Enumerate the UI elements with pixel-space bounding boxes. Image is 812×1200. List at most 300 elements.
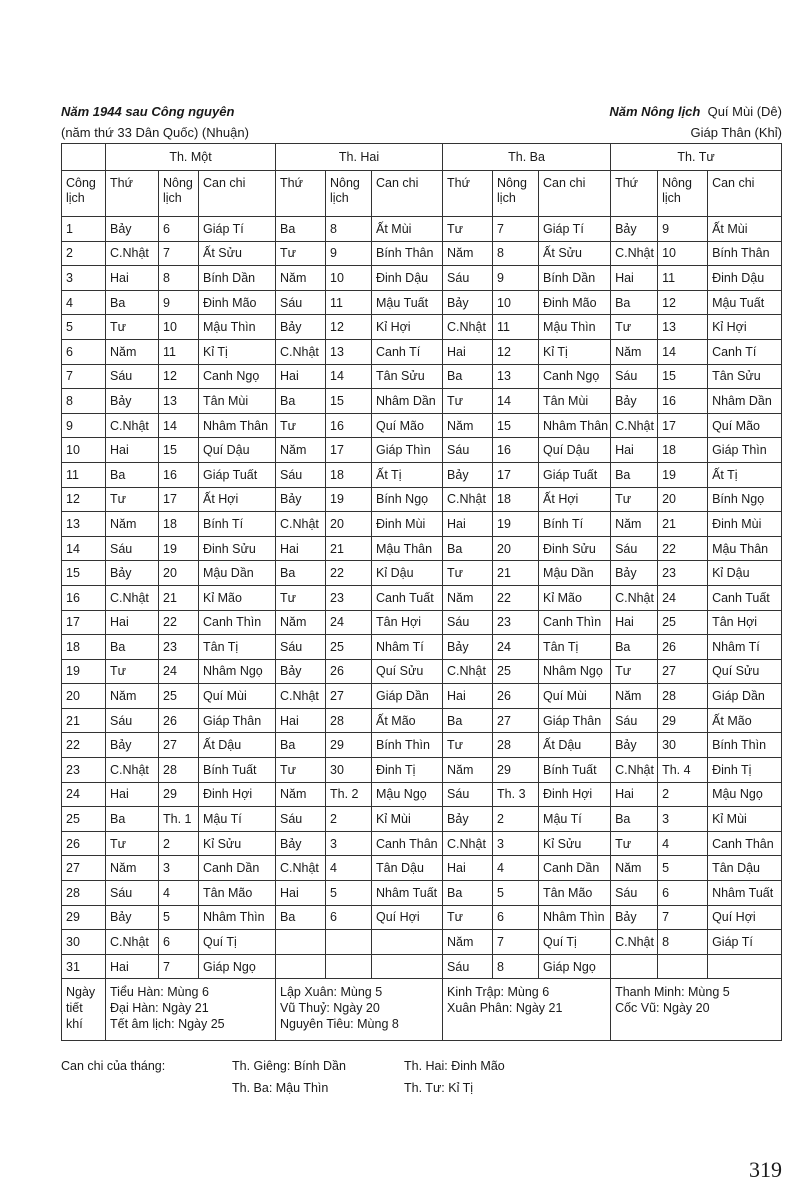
table-row <box>62 364 782 389</box>
canchi-cell: Quí Dậu <box>539 438 611 463</box>
lunar-day-cell: 20 <box>658 487 708 512</box>
canchi-cell: Canh Ngọ <box>539 364 611 389</box>
lunar-day-cell: 14 <box>159 413 199 438</box>
lunar-day-cell: 24 <box>159 659 199 684</box>
table-row <box>62 438 782 463</box>
table-row <box>62 758 782 783</box>
weekday-cell: C.Nhật <box>276 856 326 881</box>
weekday-cell: Năm <box>611 512 658 537</box>
weekday-cell: Năm <box>276 438 326 463</box>
month-canchi-item: Th. Giêng: Bính Dần <box>232 1059 346 1073</box>
canchi-cell: Canh Tuất <box>708 585 782 610</box>
canchi-cell: Giáp Tí <box>199 217 276 242</box>
month-header: Th. Tư <box>611 144 782 171</box>
canchi-cell: Canh Tí <box>708 339 782 364</box>
lunar-day-cell: 13 <box>159 389 199 414</box>
table-row <box>62 856 782 881</box>
lunar-day-cell: 22 <box>159 610 199 635</box>
lunar-day-cell: 21 <box>159 585 199 610</box>
canchi-cell: Nhâm Tí <box>372 635 443 660</box>
day-cell: 7 <box>62 364 106 389</box>
canchi-cell: Tân Dậu <box>708 856 782 881</box>
day-cell: 18 <box>62 635 106 660</box>
lunar-day-cell: 18 <box>159 512 199 537</box>
canchi-cell: Nhâm Ngọ <box>539 659 611 684</box>
weekday-cell: Sáu <box>443 782 493 807</box>
lunar-day-cell: 7 <box>493 930 539 955</box>
canchi-cell: Nhâm Thân <box>199 413 276 438</box>
weekday-cell: Sáu <box>106 708 159 733</box>
month-header: Th. Ba <box>443 144 611 171</box>
canchi-cell: Bính Thân <box>708 241 782 266</box>
lunar-day-cell: 27 <box>326 684 372 709</box>
lunar-day-cell: Th. 2 <box>326 782 372 807</box>
lunar-day-cell: 20 <box>493 536 539 561</box>
canchi-cell: Mậu Tí <box>199 807 276 832</box>
lunar-day-cell: 2 <box>159 831 199 856</box>
lunar-day-cell: 30 <box>326 758 372 783</box>
weekday-cell: Ba <box>276 217 326 242</box>
lunar-day-cell: 29 <box>159 782 199 807</box>
weekday-cell: Tư <box>106 831 159 856</box>
lunar-day-cell: 23 <box>326 585 372 610</box>
col-header-weekday: Thứ <box>611 171 658 217</box>
table-row <box>62 413 782 438</box>
day-cell: 23 <box>62 758 106 783</box>
day-cell: 15 <box>62 561 106 586</box>
weekday-cell: Tư <box>443 733 493 758</box>
canchi-cell: Tân Mùi <box>539 389 611 414</box>
lunar-day-cell: Th. 4 <box>658 758 708 783</box>
canchi-cell: Đinh Mão <box>199 290 276 315</box>
canchi-cell: Đinh Sửu <box>199 536 276 561</box>
lunar-day-cell: 10 <box>493 290 539 315</box>
weekday-cell: Bảy <box>611 905 658 930</box>
canchi-cell: Mậu Dần <box>199 561 276 586</box>
tiet-khi-entry: Thanh Minh: Mùng 5 <box>615 985 730 1000</box>
lunar-day-cell: 8 <box>326 217 372 242</box>
weekday-cell: Tư <box>106 487 159 512</box>
canchi-cell: Đinh Mão <box>539 290 611 315</box>
weekday-cell: Năm <box>106 856 159 881</box>
day-cell: 30 <box>62 930 106 955</box>
lunar-day-cell: 2 <box>658 782 708 807</box>
weekday-cell: Hai <box>443 339 493 364</box>
canchi-cell: Kỉ Mão <box>199 585 276 610</box>
day-cell: 3 <box>62 266 106 291</box>
canchi-cell <box>708 954 782 979</box>
weekday-cell: Tư <box>276 241 326 266</box>
lunar-day-cell: 9 <box>658 217 708 242</box>
lunar-day-cell: 18 <box>326 462 372 487</box>
lunar-day-cell: 6 <box>493 905 539 930</box>
canchi-cell: Giáp Tuất <box>199 462 276 487</box>
weekday-cell: Năm <box>106 512 159 537</box>
lunar-day-cell: 21 <box>493 561 539 586</box>
weekday-cell: Sáu <box>106 881 159 906</box>
canchi-cell: Nhâm Tuất <box>372 881 443 906</box>
lunar-year-label: Năm Nông lịch <box>609 104 701 119</box>
lunar-day-cell: 12 <box>493 339 539 364</box>
table-row <box>62 881 782 906</box>
gregorian-year-subtitle: (năm thứ 33 Dân Quốc) (Nhuận) <box>61 125 249 140</box>
lunar-day-cell: 13 <box>493 364 539 389</box>
weekday-cell: Năm <box>276 782 326 807</box>
lunar-day-cell: 10 <box>159 315 199 340</box>
lunar-day-cell: 12 <box>159 364 199 389</box>
month-header: Th. Một <box>106 144 276 171</box>
col-header-lunar: Nông lịch <box>493 171 539 217</box>
canchi-cell: Mậu Thìn <box>539 315 611 340</box>
canchi-cell <box>372 954 443 979</box>
canchi-cell: Kỉ Mùi <box>372 807 443 832</box>
canchi-cell: Quí Sửu <box>372 659 443 684</box>
lunar-day-cell: 11 <box>326 290 372 315</box>
weekday-cell: C.Nhật <box>611 930 658 955</box>
canchi-cell: Ất Tị <box>372 462 443 487</box>
weekday-cell: Ba <box>443 364 493 389</box>
weekday-cell: Năm <box>611 339 658 364</box>
weekday-cell: Tư <box>276 585 326 610</box>
weekday-cell: C.Nhật <box>276 512 326 537</box>
canchi-cell: Bính Dần <box>199 266 276 291</box>
weekday-cell: Sáu <box>443 610 493 635</box>
lunar-day-cell: 15 <box>326 389 372 414</box>
canchi-cell: Đinh Sửu <box>539 536 611 561</box>
weekday-cell: C.Nhật <box>443 315 493 340</box>
table-row <box>62 561 782 586</box>
table-row <box>62 659 782 684</box>
canchi-cell: Ất Mùi <box>708 217 782 242</box>
day-cell: 25 <box>62 807 106 832</box>
weekday-cell: Năm <box>443 930 493 955</box>
weekday-cell: Năm <box>106 684 159 709</box>
canchi-cell: Bính Ngọ <box>708 487 782 512</box>
weekday-cell: Hai <box>276 881 326 906</box>
weekday-cell <box>276 954 326 979</box>
weekday-cell: Năm <box>106 339 159 364</box>
canchi-cell: Quí Mão <box>708 413 782 438</box>
canchi-cell: Mậu Tuất <box>372 290 443 315</box>
canchi-cell: Ất Mùi <box>372 217 443 242</box>
lunar-day-cell: 3 <box>159 856 199 881</box>
lunar-day-cell: 13 <box>326 339 372 364</box>
weekday-cell: Ba <box>443 708 493 733</box>
month-canchi-label: Can chi của tháng: <box>61 1059 166 1073</box>
lunar-day-cell: 25 <box>326 635 372 660</box>
weekday-cell: C.Nhật <box>106 413 159 438</box>
canchi-cell: Đinh Dậu <box>708 266 782 291</box>
col-header-canchi: Can chi <box>199 171 276 217</box>
weekday-cell: Ba <box>611 807 658 832</box>
lunar-day-cell: 26 <box>326 659 372 684</box>
lunar-day-cell: 16 <box>326 413 372 438</box>
canchi-cell: Mậu Tuất <box>708 290 782 315</box>
canchi-cell: Bính Tí <box>539 512 611 537</box>
lunar-day-cell: 11 <box>493 315 539 340</box>
canchi-cell: Đinh Hợi <box>199 782 276 807</box>
lunar-day-cell: 11 <box>159 339 199 364</box>
lunar-day-cell: 20 <box>326 512 372 537</box>
canchi-cell: Mậu Thìn <box>199 315 276 340</box>
lunar-day-cell: 5 <box>658 856 708 881</box>
day-cell: 12 <box>62 487 106 512</box>
lunar-day-cell: 12 <box>658 290 708 315</box>
lunar-day-cell: 3 <box>658 807 708 832</box>
weekday-cell <box>276 930 326 955</box>
col-header-canchi: Can chi <box>708 171 782 217</box>
lunar-day-cell: 17 <box>493 462 539 487</box>
lunar-day-cell: 26 <box>658 635 708 660</box>
lunar-day-cell: 30 <box>658 733 708 758</box>
lunar-day-cell: 16 <box>658 389 708 414</box>
day-cell: 2 <box>62 241 106 266</box>
canchi-cell: Canh Dần <box>199 856 276 881</box>
canchi-cell: Đinh Hợi <box>539 782 611 807</box>
lunar-day-cell: 9 <box>159 290 199 315</box>
day-cell: 24 <box>62 782 106 807</box>
table-row <box>62 610 782 635</box>
table-row <box>62 905 782 930</box>
weekday-cell: Tư <box>611 659 658 684</box>
lunar-day-cell: 17 <box>326 438 372 463</box>
canchi-cell: Tân Hợi <box>708 610 782 635</box>
weekday-cell: Bảy <box>276 487 326 512</box>
canchi-cell: Ất Mão <box>708 708 782 733</box>
table-row <box>62 290 782 315</box>
table-row <box>62 831 782 856</box>
day-cell: 29 <box>62 905 106 930</box>
weekday-cell: Năm <box>276 266 326 291</box>
weekday-cell: Bảy <box>106 217 159 242</box>
lunar-day-cell: 2 <box>493 807 539 832</box>
canchi-cell: Canh Tuất <box>372 585 443 610</box>
col-header-weekday: Thứ <box>106 171 159 217</box>
tiet-khi-cell <box>106 979 276 1041</box>
weekday-cell: Năm <box>443 758 493 783</box>
col-header-lunar: Nông lịch <box>326 171 372 217</box>
weekday-cell: Tư <box>443 217 493 242</box>
weekday-cell: Ba <box>106 290 159 315</box>
lunar-day-cell: 26 <box>493 684 539 709</box>
col-header-weekday: Thứ <box>276 171 326 217</box>
lunar-day-cell: 26 <box>159 708 199 733</box>
lunar-day-cell: 4 <box>159 881 199 906</box>
canchi-cell: Tân Mão <box>199 881 276 906</box>
col-header-canchi: Can chi <box>372 171 443 217</box>
lunar-day-cell: 27 <box>493 708 539 733</box>
canchi-cell: Bính Tuất <box>199 758 276 783</box>
tiet-khi-cell <box>443 979 611 1041</box>
table-row <box>62 389 782 414</box>
canchi-cell: Quí Mão <box>372 413 443 438</box>
lunar-day-cell: 9 <box>326 241 372 266</box>
canchi-cell: Canh Thìn <box>539 610 611 635</box>
corner-cell <box>62 144 106 171</box>
lunar-day-cell: 19 <box>159 536 199 561</box>
weekday-cell: Sáu <box>611 364 658 389</box>
weekday-cell: Bảy <box>106 733 159 758</box>
weekday-cell: C.Nhật <box>106 585 159 610</box>
weekday-cell: Bảy <box>106 905 159 930</box>
lunar-day-cell: 8 <box>493 241 539 266</box>
table-row <box>62 266 782 291</box>
canchi-cell: Nhâm Thân <box>539 413 611 438</box>
canchi-cell: Ất Dậu <box>539 733 611 758</box>
weekday-cell: Sáu <box>443 266 493 291</box>
lunar-year-next: Giáp Thân (Khỉ) <box>690 125 782 140</box>
canchi-cell: Canh Thìn <box>199 610 276 635</box>
day-cell: 14 <box>62 536 106 561</box>
weekday-cell: Sáu <box>276 635 326 660</box>
weekday-cell: Ba <box>106 635 159 660</box>
weekday-cell: C.Nhật <box>611 758 658 783</box>
lunar-day-cell: 22 <box>493 585 539 610</box>
weekday-cell: C.Nhật <box>611 585 658 610</box>
lunar-day-cell: 18 <box>658 438 708 463</box>
tiet-khi-row <box>62 979 782 1041</box>
canchi-cell: Mậu Thân <box>372 536 443 561</box>
canchi-cell: Nhâm Tuất <box>708 881 782 906</box>
canchi-cell: Nhâm Thìn <box>539 905 611 930</box>
canchi-cell: Tân Mùi <box>199 389 276 414</box>
weekday-cell: Sáu <box>106 536 159 561</box>
lunar-day-cell: 24 <box>326 610 372 635</box>
weekday-cell: Năm <box>443 413 493 438</box>
lunar-day-cell: 24 <box>658 585 708 610</box>
canchi-cell: Nhâm Thìn <box>199 905 276 930</box>
lunar-day-cell: 17 <box>658 413 708 438</box>
weekday-cell: Sáu <box>611 536 658 561</box>
weekday-cell: Sáu <box>276 807 326 832</box>
lunar-day-cell: 10 <box>658 241 708 266</box>
lunar-day-cell: 6 <box>159 930 199 955</box>
canchi-cell: Giáp Tuất <box>539 462 611 487</box>
canchi-cell: Bính Ngọ <box>372 487 443 512</box>
weekday-cell: Hai <box>443 856 493 881</box>
weekday-cell: Ba <box>443 881 493 906</box>
day-cell: 11 <box>62 462 106 487</box>
canchi-cell: Nhâm Dần <box>708 389 782 414</box>
lunar-day-cell: 14 <box>326 364 372 389</box>
weekday-cell: Hai <box>443 684 493 709</box>
tiet-khi-cell <box>611 979 782 1041</box>
canchi-cell: Giáp Thìn <box>708 438 782 463</box>
lunar-day-cell: 27 <box>658 659 708 684</box>
calendar-table <box>61 143 782 1041</box>
day-cell: 28 <box>62 881 106 906</box>
canchi-cell: Ất Tị <box>708 462 782 487</box>
canchi-cell: Kỉ Dậu <box>372 561 443 586</box>
tiet-khi-entry: Cốc Vũ: Ngày 20 <box>615 1001 710 1016</box>
canchi-cell: Canh Thân <box>708 831 782 856</box>
canchi-cell: Tân Hợi <box>372 610 443 635</box>
canchi-cell: Tân Mão <box>539 881 611 906</box>
canchi-cell: Quí Mùi <box>539 684 611 709</box>
lunar-day-cell: 22 <box>326 561 372 586</box>
canchi-cell: Nhâm Dần <box>372 389 443 414</box>
weekday-cell: C.Nhật <box>443 831 493 856</box>
canchi-cell: Kỉ Sửu <box>539 831 611 856</box>
lunar-day-cell: 8 <box>658 930 708 955</box>
canchi-cell: Bính Tuất <box>539 758 611 783</box>
weekday-cell: Bảy <box>443 290 493 315</box>
day-cell: 5 <box>62 315 106 340</box>
canchi-cell: Ất Sửu <box>539 241 611 266</box>
weekday-cell: Tư <box>443 905 493 930</box>
weekday-cell: Hai <box>106 954 159 979</box>
lunar-day-cell: 12 <box>326 315 372 340</box>
weekday-cell: Năm <box>276 610 326 635</box>
canchi-cell: Canh Thân <box>372 831 443 856</box>
weekday-cell: C.Nhật <box>106 758 159 783</box>
canchi-cell <box>372 930 443 955</box>
weekday-cell: Sáu <box>611 708 658 733</box>
weekday-cell: Bảy <box>276 831 326 856</box>
month-canchi-item: Th. Ba: Mậu Thìn <box>232 1081 329 1095</box>
lunar-day-cell: 15 <box>493 413 539 438</box>
lunar-day-cell: 25 <box>159 684 199 709</box>
day-cell: 17 <box>62 610 106 635</box>
lunar-day-cell: 17 <box>159 487 199 512</box>
weekday-cell: Hai <box>443 512 493 537</box>
weekday-cell: Sáu <box>276 462 326 487</box>
lunar-day-cell: 21 <box>326 536 372 561</box>
weekday-cell: C.Nhật <box>443 659 493 684</box>
lunar-year-title <box>609 104 782 119</box>
table-row <box>62 807 782 832</box>
table-row <box>62 462 782 487</box>
canchi-cell: Kỉ Mão <box>539 585 611 610</box>
day-cell: 26 <box>62 831 106 856</box>
lunar-day-cell: 27 <box>159 733 199 758</box>
lunar-day-cell: 5 <box>159 905 199 930</box>
lunar-day-cell: 4 <box>493 856 539 881</box>
month-header: Th. Hai <box>276 144 443 171</box>
weekday-cell: Hai <box>611 266 658 291</box>
lunar-day-cell <box>658 954 708 979</box>
lunar-day-cell: 19 <box>658 462 708 487</box>
canchi-cell: Kỉ Dậu <box>708 561 782 586</box>
weekday-cell: Hai <box>611 782 658 807</box>
lunar-day-cell: 14 <box>658 339 708 364</box>
canchi-cell: Giáp Dần <box>708 684 782 709</box>
weekday-cell: C.Nhật <box>276 684 326 709</box>
canchi-cell: Giáp Ngọ <box>199 954 276 979</box>
lunar-day-cell: 23 <box>159 635 199 660</box>
weekday-cell: Hai <box>611 610 658 635</box>
col-header-day: Công lịch <box>62 171 106 217</box>
lunar-day-cell: Th. 1 <box>159 807 199 832</box>
day-cell: 6 <box>62 339 106 364</box>
lunar-day-cell: 6 <box>326 905 372 930</box>
lunar-day-cell: 29 <box>658 708 708 733</box>
weekday-cell: Bảy <box>611 217 658 242</box>
canchi-cell: Bính Thìn <box>372 733 443 758</box>
canchi-cell: Ất Hợi <box>199 487 276 512</box>
weekday-cell: Tư <box>106 659 159 684</box>
canchi-cell: Bính Thân <box>372 241 443 266</box>
day-cell: 1 <box>62 217 106 242</box>
weekday-cell: Hai <box>106 438 159 463</box>
lunar-day-cell: 8 <box>493 954 539 979</box>
canchi-cell: Tân Dậu <box>372 856 443 881</box>
month-canchi-item: Th. Tư: Kỉ Tị <box>404 1081 474 1095</box>
table-row <box>62 339 782 364</box>
weekday-cell: Ba <box>106 807 159 832</box>
calendar-body <box>62 217 782 979</box>
lunar-day-cell: 23 <box>493 610 539 635</box>
